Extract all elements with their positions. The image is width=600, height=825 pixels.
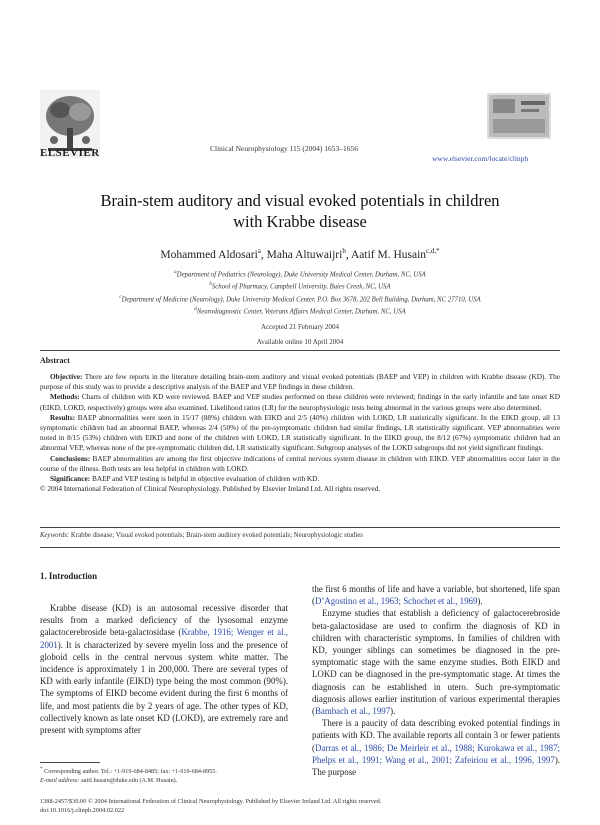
text-run: ). <box>390 706 396 717</box>
text-run: ). The purpose <box>312 754 560 778</box>
text-run: ). It is characterized by severe myelin loss and the presence of globoid cells in the central nervous system white matter. The incidence is approximately 1 in 200,000. There are several types of KD with early infantile (EIKD) type being the most common (90%). The symptoms of EIKD become evident during the first 6 months of life, and most patients die by 2 years of age. The other types of KD, collectively known as late onset KD (LOKD), are extremely rare and present with symptoms after <box>40 639 288 736</box>
affiliation-line <box>60 305 540 317</box>
journal-citation: Clinical Neurophysiology 115 (2004) 1653–1656 <box>210 144 359 153</box>
left-column <box>40 602 288 736</box>
affiliation-line <box>60 293 540 305</box>
affil-marker: a <box>174 270 177 275</box>
text-run: Krabbe disease (KD) is an autosomal recessive disorder that results from a marked deficiency of the lysosomal enzyme galactocerebroside beta-galactosidase ( <box>40 603 288 638</box>
author-affil-sup: c,d,* <box>426 247 440 255</box>
affil-text: Neurodiagnostic Center, Veterans Affairs Medical Center, Durham, NC, USA <box>196 308 406 316</box>
keywords-bottom-rule <box>40 547 560 548</box>
affil-marker: b <box>209 282 212 288</box>
abstract-conclusions <box>40 454 560 474</box>
results-label: Results: <box>50 412 76 422</box>
citation-link[interactable]: Bambach et al., 1997 <box>314 706 391 717</box>
paragraph <box>312 583 560 607</box>
paragraph <box>312 607 560 717</box>
paragraph <box>312 717 560 778</box>
article-title <box>60 190 540 232</box>
text-run: There is a paucity of data describing evoked potential findings in patients with KD. The available reports all contain 3 or fewer patients ( <box>312 718 560 753</box>
email-label: E-mail address: <box>40 776 80 784</box>
text-run: the first 6 months of life and have a variable, but shortened, life span ( <box>312 584 560 607</box>
author-name: Aatif M. Husain <box>350 248 427 261</box>
significance-label: Significance: <box>50 474 91 484</box>
article-dates <box>60 320 540 350</box>
keywords-label: Keywords: <box>40 532 70 539</box>
email-text: aatif.husain@duke.edu (A.M. Husain). <box>79 776 178 784</box>
citation-link[interactable]: Krabbe, 1916; Wenger et al., 2001 <box>40 627 289 650</box>
footnote-line-2 <box>40 777 300 786</box>
significance-text: BAEP and VEP testing is helpful in objective evaluation of children with KD. <box>90 474 320 484</box>
footnote-rule <box>40 762 100 763</box>
footnote-text: Corresponding author. Tel.: +1-919-684-8485; fax: +1-919-684-8955. <box>42 768 217 776</box>
author-affil-sup: a <box>257 247 261 255</box>
objective-label: Objective: <box>50 372 83 381</box>
affiliation-line <box>60 280 540 292</box>
section-heading: 1. Introduction <box>40 571 98 581</box>
keywords-text: Krabbe disease; Visual evoked potentials; Brain-stem auditory evoked potentials; Neurophysiologic studies <box>69 532 363 539</box>
affil-text: School of Pharmacy, Campbell University, Buies Creek, NC, USA <box>211 283 391 291</box>
paragraph <box>40 602 288 736</box>
footnote-line-1 <box>40 765 300 777</box>
affiliation-line <box>60 268 540 280</box>
abstract-body <box>40 372 560 494</box>
journal-url-link[interactable]: www.elsevier.com/locate/clinph <box>432 154 529 163</box>
title-line-2: with Krabbe disease <box>233 212 367 231</box>
publisher-name: ELSEVIER <box>40 147 100 159</box>
text-run: ). <box>477 596 483 607</box>
footer-copyright: 1388-2457/$30.00 © 2004 International Federation of Clinical Neurophysiology. Published by Elsevier Ireland Ltd. All rights reserved. <box>40 798 382 805</box>
abstract-results <box>40 413 560 454</box>
keywords <box>40 532 560 539</box>
affil-marker: d <box>194 306 197 312</box>
corresponding-author-footnote <box>40 765 300 785</box>
affil-text: Department of Pediatrics (Neurology), Duke University Medical Center, Durham, NC, USA <box>176 271 426 279</box>
author-separator: , <box>345 248 351 261</box>
abstract-methods <box>40 392 560 412</box>
objective-text: There are few reports in the literature detailing brain-stem auditory and visual evoked potentials (BAEP and VEP) in children with Krabbe disease (KD). The purpose of this study was to provide a descriptive analysis of the BAEP and VEP findings in these children. <box>40 372 560 392</box>
journal-cover-thumbnail <box>487 93 551 139</box>
keywords-top-rule <box>40 527 560 528</box>
author-name: Mohammed Aldosari <box>160 248 258 261</box>
accepted-date: Accepted 21 February 2004 <box>261 323 339 331</box>
abstract-copyright: © 2004 International Federation of Clinical Neurophysiology. Published by Elsevier Ireland Ltd. All rights reserved. <box>40 484 381 494</box>
footnote-marker: * <box>40 766 43 772</box>
available-date: Available online 10 April 2004 <box>256 338 344 346</box>
text-run: Enzyme studies that establish a deficiency of galactocerebroside beta-galactosidase are used to confirm the diagnosis of KD in children with characteristic symptoms. In families of children with KD, younger siblings can sometimes be diagnosed in the pre-symptomatic stage with the same enzyme studies. Both EIKD and LOKD can be diagnosed in the pre-symptomatic stage. At times the diagnosis can be established in utero. Such pre-symptomatic diagnosis allows earlier institution of various experimental therapies ( <box>312 608 560 717</box>
author-affil-sup: b <box>342 247 346 255</box>
abstract-top-rule <box>40 350 560 351</box>
author-list <box>60 247 540 261</box>
title-line-1: Brain-stem auditory and visual evoked potentials in children <box>100 191 500 210</box>
affil-marker: c <box>119 294 122 300</box>
conclusions-label: Conclusions: <box>50 453 91 463</box>
citation-link[interactable]: D’Agostino et al., 1963; Schochet et al., 1969 <box>314 596 478 607</box>
results-text: BAEP abnormalities were seen in 15/17 (88%) children with EIKD and 2/5 (40%) children with LOKD, LR statistically significant. In the EIKD group, all 13 symptomatic children had an abnormal BAEP, whereas 2/4 (50%) of the pre-symptomatic children had similar findings, LR statistically significant. VEP abnormalities were noted in 8/15 (53%) children with EIKD and none of the children with LOKD, LR statistically significant. In the EIKD group, the 8/12 (67%) symptomatic children had an abnormal VEP, whereas none of the pre-symptomatic children did, LR statistically significant. Subgroup analyses of the LOKD subgroups did not yield significant findings. <box>40 412 560 453</box>
abstract-objective <box>40 372 560 392</box>
conclusions-text: BAEP abnormalities are among the first objective indications of central nervous system disease in children with EIKD. VEP abnormalities occur later in the course of the illness. Both tests are less helpful in children with LOKD. <box>40 453 560 473</box>
affil-text: Department of Medicine (Neurology), Duke University Medical Center, P.O. Box 3678, 202 Bell Building, Durham, NC 27710, USA <box>121 295 481 303</box>
author-separator: , <box>260 248 267 261</box>
author-name: Maha Altuwaijri <box>266 248 343 261</box>
right-column <box>312 583 560 778</box>
abstract-heading: Abstract <box>40 356 70 365</box>
methods-text: Charts of children with KD were reviewed. BAEP and VEP studies performed on these children were reviewed; findings in the early infantile and late onset KD (EIKD, LOKD, respectively) groups were also examined. Likelihood ratios (LR) for the neurophysiologic tests being abnormal in the various groups were also determined. <box>40 392 560 412</box>
abstract-significance <box>40 474 560 484</box>
citation-link[interactable]: Darras et al., 1986; De Meirleir et al., 1988; Kurokawa et al., 1987; Phelps et al., 1991; Wang et al., 2001; Zafeiriou et al., 1996, 1997 <box>312 742 560 765</box>
methods-label: Methods: <box>50 392 80 402</box>
page-footer <box>40 798 560 815</box>
affiliations <box>60 268 540 317</box>
footer-doi: doi:10.1016/j.clinph.2004.02.022 <box>40 806 125 814</box>
